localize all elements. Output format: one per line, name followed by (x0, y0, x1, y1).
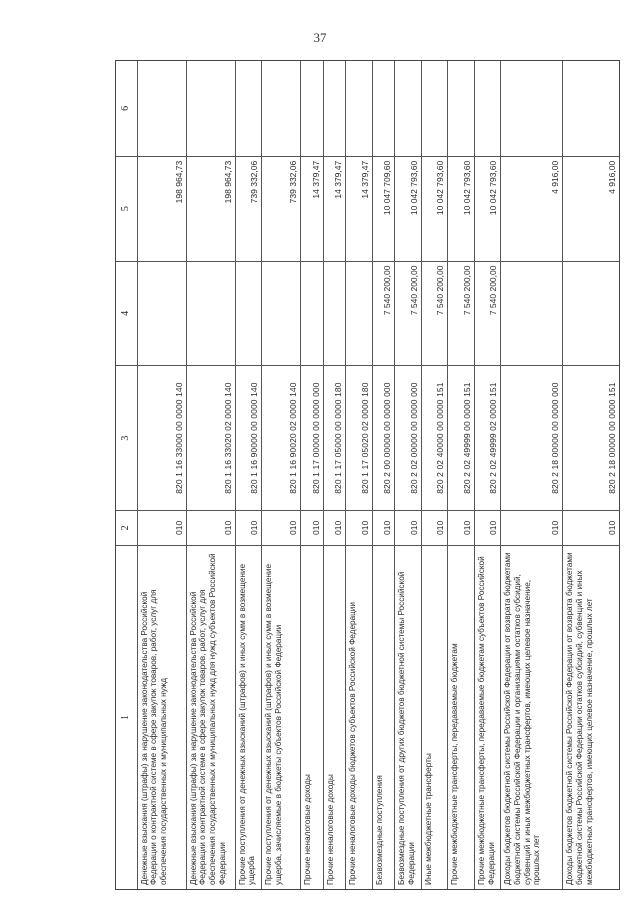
row-executed-amount: 739 332,06 (262, 156, 300, 261)
row-name: Прочие межбюджетные трансферты, передаваемые бюджетам субъектов Российской Федерации (475, 545, 500, 889)
row-name: Прочие поступления от денежных взысканий (штрафов) и иных сумм в возмещение ущерба, зачисляемые в бюджеты субъектов Российской Федерации (262, 545, 300, 889)
row-approved-amount: 7 540 200,00 (475, 261, 500, 366)
row-approved-amount: 7 540 200,00 (395, 261, 420, 366)
row-approved-amount (262, 261, 300, 366)
row-unexecuted-amount (138, 61, 186, 156)
row-line-code: 010 (395, 510, 420, 545)
row-approved-amount: 7 540 200,00 (373, 261, 395, 366)
row-budget-code: 820 2 02 40000 00 0000 151 (422, 365, 447, 510)
row-approved-amount (187, 261, 235, 366)
row-approved-amount (301, 261, 323, 366)
row-line-code: 010 (373, 510, 395, 545)
table-row (563, 61, 619, 889)
row-budget-code: 820 1 17 05020 02 0000 180 (346, 365, 371, 510)
row-unexecuted-amount (448, 61, 473, 156)
row-line-code: 010 (236, 510, 261, 545)
row-unexecuted-amount (262, 61, 300, 156)
row-executed-amount: 198 964,73 (138, 156, 186, 261)
row-unexecuted-amount (501, 61, 562, 156)
row-name: Доходы бюджетов бюджетной системы Российской Федерации от возврата бюджетами бюджетной системы Российской Федерации и организациями остатков субсидий, субвенций и иных межбюджетных трансфертов, имеющих целевое назначение, прошлых лет (501, 545, 562, 889)
row-unexecuted-amount (395, 61, 420, 156)
row-line-code: 010 (501, 510, 562, 545)
row-name: Доходы бюджетов бюджетной системы Российской Федерации от возврата бюджетами бюджетной системы Российской Федерации остатков субсидий, субвенций и иных межбюджетных трансфертов, имеющих целевое назначение, прошлых лет (563, 545, 619, 889)
row-executed-amount: 10 042 793,60 (475, 156, 500, 261)
row-name: Прочие межбюджетные трансферты, передаваемые бюджетам (448, 545, 473, 889)
header-col-1: 1 (116, 545, 137, 889)
row-budget-code: 820 2 02 00000 00 0000 000 (395, 365, 420, 510)
row-unexecuted-amount (301, 61, 323, 156)
row-line-code: 010 (138, 510, 186, 545)
table-row (301, 61, 324, 889)
row-line-code: 010 (448, 510, 473, 545)
row-budget-code: 820 1 16 90020 02 0000 140 (262, 365, 300, 510)
row-line-code: 010 (346, 510, 371, 545)
table-viewport (115, 60, 620, 890)
row-budget-code: 820 2 18 00000 00 0000 151 (563, 365, 619, 510)
row-name: Безвозмездные поступления (373, 545, 395, 889)
row-line-code: 010 (422, 510, 447, 545)
table-row (262, 61, 301, 889)
row-approved-amount (138, 261, 186, 366)
row-approved-amount (501, 261, 562, 366)
table-row (422, 61, 448, 889)
row-executed-amount: 10 042 793,60 (448, 156, 473, 261)
header-col-2: 2 (116, 510, 137, 545)
row-name: Денежные взыскания (штрафы) за нарушение законодательства Российской Федерации о контрактной системе в сфере закупок товаров, работ, услуг для обеспечения государственных и муниципальных нужд (138, 545, 186, 889)
table-row (138, 61, 187, 889)
table-row (373, 61, 396, 889)
row-name: Прочие неналоговые доходы (324, 545, 346, 889)
table-row (236, 61, 262, 889)
row-approved-amount (346, 261, 371, 366)
row-budget-code: 820 2 02 49999 02 0000 151 (475, 365, 500, 510)
header-col-3: 3 (116, 365, 137, 510)
table-row (501, 61, 563, 889)
revenue-table (115, 60, 620, 890)
row-executed-amount: 10 047 709,60 (373, 156, 395, 261)
table-row (448, 61, 474, 889)
header-col-4: 4 (116, 261, 137, 366)
row-executed-amount: 10 042 793,60 (422, 156, 447, 261)
row-unexecuted-amount (324, 61, 346, 156)
row-name: Прочие поступления от денежных взысканий (штрафов) и иных сумм в возмещение ущерба (236, 545, 261, 889)
row-line-code: 010 (262, 510, 300, 545)
table-header-row (116, 61, 138, 889)
row-budget-code: 820 2 00 00000 00 0000 000 (373, 365, 395, 510)
row-name: Денежные взыскания (штрафы) за нарушение законодательства Российской Федерации о контрактной системе в сфере закупок товаров, работ, услуг для обеспечения государственных и муниципальных нужд для нужд субъектов Российской Федерации (187, 545, 235, 889)
row-budget-code: 820 1 17 00000 00 0000 000 (301, 365, 323, 510)
row-budget-code: 820 2 02 49999 00 0000 151 (448, 365, 473, 510)
row-approved-amount: 7 540 200,00 (422, 261, 447, 366)
row-executed-amount: 14 379,47 (324, 156, 346, 261)
row-unexecuted-amount (422, 61, 447, 156)
table-row (187, 61, 236, 889)
row-approved-amount (563, 261, 619, 366)
table-row (475, 61, 501, 889)
row-approved-amount: 7 540 200,00 (448, 261, 473, 366)
row-unexecuted-amount (236, 61, 261, 156)
row-unexecuted-amount (475, 61, 500, 156)
row-approved-amount (324, 261, 346, 366)
row-budget-code: 820 2 18 00000 00 0000 000 (501, 365, 562, 510)
table-row (346, 61, 372, 889)
row-line-code: 010 (475, 510, 500, 545)
row-executed-amount: 4 916,00 (501, 156, 562, 261)
header-col-5: 5 (116, 156, 137, 261)
row-name: Безвозмездные поступления от других бюджетов бюджетной системы Российской Федерации (395, 545, 420, 889)
row-name: Прочие неналоговые доходы бюджетов субъектов Российской Федерации (346, 545, 371, 889)
row-executed-amount: 4 916,00 (563, 156, 619, 261)
row-executed-amount: 14 379,47 (346, 156, 371, 261)
row-line-code: 010 (563, 510, 619, 545)
row-executed-amount: 739 332,06 (236, 156, 261, 261)
row-executed-amount: 10 042 793,60 (395, 156, 420, 261)
row-unexecuted-amount (346, 61, 371, 156)
page-number: 37 (313, 30, 327, 45)
table-row (324, 61, 347, 889)
row-executed-amount: 198 964,73 (187, 156, 235, 261)
row-name: Прочие неналоговые доходы (301, 545, 323, 889)
row-budget-code: 820 1 17 05000 00 0000 180 (324, 365, 346, 510)
row-unexecuted-amount (373, 61, 395, 156)
row-approved-amount (236, 261, 261, 366)
row-line-code: 010 (301, 510, 323, 545)
row-name: Иные межбюджетные трансферты (422, 545, 447, 889)
row-budget-code: 820 1 16 90000 00 0000 140 (236, 365, 261, 510)
row-budget-code: 820 1 16 33020 02 0000 140 (187, 365, 235, 510)
header-col-6: 6 (120, 105, 132, 111)
row-unexecuted-amount (187, 61, 235, 156)
row-unexecuted-amount (563, 61, 619, 156)
row-executed-amount: 14 379,47 (301, 156, 323, 261)
row-budget-code: 820 1 16 33000 00 0000 140 (138, 365, 186, 510)
row-line-code: 010 (187, 510, 235, 545)
table-row (395, 61, 421, 889)
row-line-code: 010 (324, 510, 346, 545)
